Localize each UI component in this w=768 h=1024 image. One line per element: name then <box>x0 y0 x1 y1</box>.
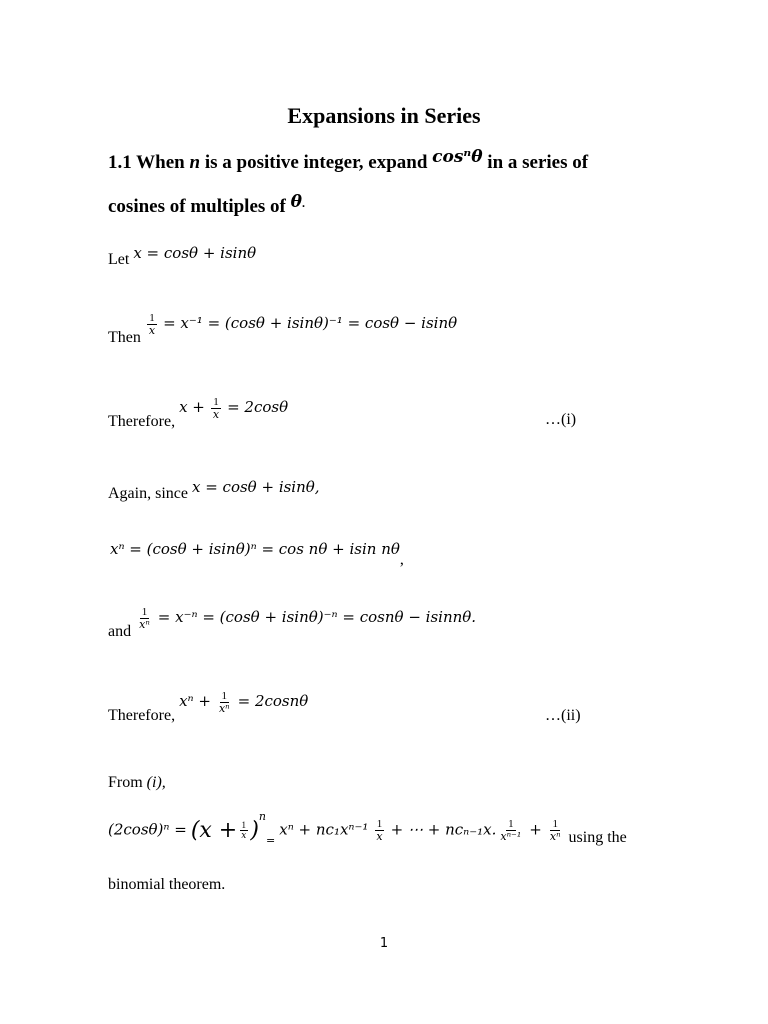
fraction-1-over-x: $\frac{1}{x}$ <box>148 312 156 337</box>
binomial-line: (2cosθ)ⁿ = (x + $\frac{1}{x}$ )$^n_=$ xⁿ + nc₁xⁿ⁻¹ $\frac{1}{x}$ + ⋯ + ncₙ₋₁x. $\frac{1}{\text{xⁿ⁻¹}}$ + $\frac{1}{\text{xⁿ}}$ using the <box>108 810 627 848</box>
page-title: Expansions in Series <box>287 103 481 128</box>
binomial-theorem-text: binomial theorem. <box>108 876 226 893</box>
from-line: From (i), <box>108 774 166 791</box>
xn-line: xⁿ = (cosθ + isinθ)ⁿ = cos nθ + isin nθ, <box>110 540 404 568</box>
section-heading-line2: cosines of multiples of θ. <box>108 192 305 217</box>
let-line: Let x = cosθ + isinθ <box>108 244 257 268</box>
therefore-line-1: Therefore, x + $\frac{1}{x}$ = 2cosθ <box>108 396 289 431</box>
then-line: Then $\frac{1}{x}$ = x⁻¹ = (cosθ + isinθ)⁻¹ = cosθ − isinθ <box>108 312 458 347</box>
page-number: 1 <box>379 936 389 951</box>
equation-label-i: …(i) <box>545 411 577 428</box>
section-heading: 1.1 When n is a positive integer, expand cosⁿθ in a series of <box>108 147 589 173</box>
and-line: and $\frac{1}{\text{xⁿ}}$ = x⁻ⁿ = (cosθ + isinθ)⁻ⁿ = cosnθ − isinnθ. <box>108 606 477 641</box>
therefore-line-2: Therefore, xⁿ + $\frac{1}{\text{xⁿ}}$ = 2cosnθ <box>108 690 309 725</box>
again-line: Again, since x = cosθ + isinθ, <box>108 478 320 502</box>
equation-label-ii: …(ii) <box>545 707 581 724</box>
